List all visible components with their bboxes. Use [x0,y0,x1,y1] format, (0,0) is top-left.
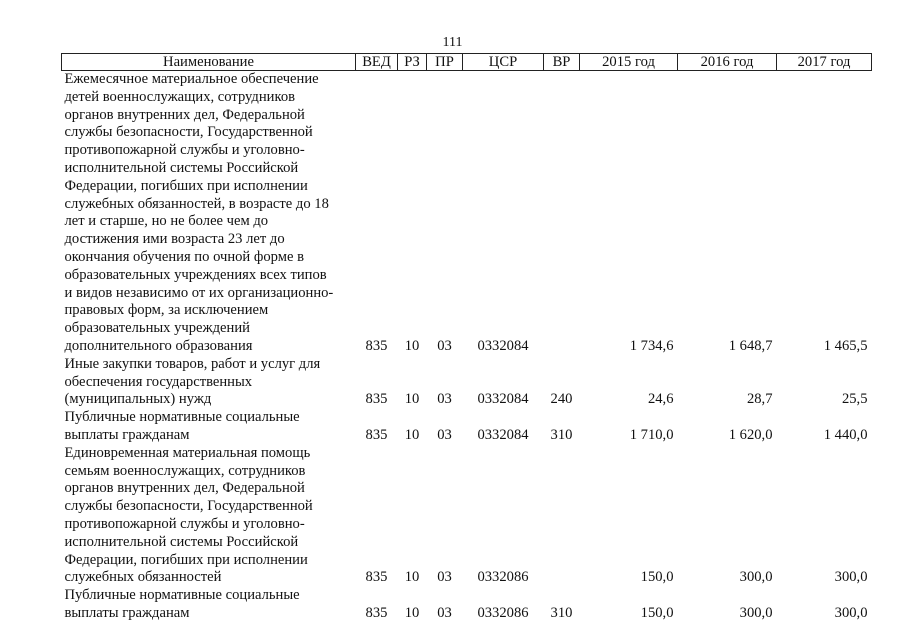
cell-ved: 835 [365,391,388,408]
name-line: дополнительного образования [64,337,253,354]
name-line: правовых форм, за исключением [64,302,269,319]
header-csr: ЦСР [463,54,544,71]
name-line: Иные закупки товаров, работ и услуг для [64,355,321,372]
cell-vr: 310 [550,604,573,621]
page-number: 111 [442,35,463,50]
cell-2015: 150,0 [640,569,674,586]
name-line: обеспечения государственных [64,373,253,390]
table-header-row [62,54,872,71]
header-vr: ВР [544,54,580,71]
header-2017: 2017 год [777,54,872,71]
name-line: служебных обязанностей [64,569,222,586]
cell-rz: 10 [404,426,420,443]
name-line: Единовременная материальная помощь [64,444,311,461]
cell-2017: 1 465,5 [823,337,868,354]
name-line: образовательных учреждений [64,320,250,337]
table-row [62,356,872,409]
cell-ved: 835 [365,426,388,443]
cell-rz: 10 [404,604,420,621]
cell-ved: 835 [365,569,388,586]
header-pr: ПР [427,54,463,71]
name-line: выплаты гражданам [64,426,190,443]
budget-table [61,53,872,623]
name-line: противопожарной службы и уголовно- [64,515,305,532]
cell-name [62,587,356,623]
cell-2016: 28,7 [746,391,773,408]
header-ved: ВЕД [356,54,398,71]
name-line: противопожарной службы и уголовно- [64,142,305,159]
cell-rz: 10 [404,569,420,586]
name-line: исполнительной системы Российской [64,533,299,550]
name-line: семьям военнослужащих, сотрудников [64,462,306,479]
name-line: органов внутренних дел, Федеральной [64,106,305,123]
cell-2017: 25,5 [841,391,868,408]
header-name: Наименование [62,54,356,71]
cell-rz: 10 [404,391,420,408]
name-line: органов внутренних дел, Федеральной [64,480,305,497]
cell-2016: 300,0 [739,604,773,621]
name-line: (муниципальных) нужд [64,391,212,408]
name-line: Публичные нормативные социальные [64,587,300,604]
table-row [62,71,872,356]
name-line: Ежемесячное материальное обеспечение [64,71,319,87]
cell-pr: 03 [437,604,452,621]
cell-2017: 300,0 [834,569,868,586]
cell-csr: 0332086 [477,604,529,621]
cell-2015: 24,6 [647,391,674,408]
name-line: Публичные нормативные социальные [64,409,300,426]
table-row [62,587,872,623]
cell-csr: 0332084 [477,391,529,408]
name-line: исполнительной системы Российской [64,159,299,176]
cell-2017: 300,0 [834,604,868,621]
cell-vr [544,445,580,587]
name-line: службы безопасности, Государственной [64,124,313,141]
name-line: выплаты гражданам [64,604,190,621]
cell-vr [544,71,580,356]
cell-2015: 150,0 [640,604,674,621]
cell-csr: 0332086 [477,569,529,586]
name-line: Федерации, погибших при исполнении [64,551,308,568]
name-line: образовательных учреждениях всех типов [64,266,327,283]
cell-pr: 03 [437,391,452,408]
cell-csr: 0332084 [477,337,529,354]
cell-pr: 03 [437,426,452,443]
cell-2015: 1 734,6 [629,337,674,354]
table-row [62,445,872,587]
table-row [62,409,872,445]
cell-2016: 1 620,0 [728,426,773,443]
name-line: служебных обязанностей, в возрасте до 18 [64,195,329,212]
name-line: окончания обучения по очной форме в [64,248,304,265]
cell-2017: 1 440,0 [823,426,868,443]
name-line: и видов независимо от их организационно- [64,284,334,301]
header-2016: 2016 год [678,54,777,71]
cell-csr: 0332084 [477,426,529,443]
name-line: лет и старше, но не более чем до [64,213,269,230]
cell-vr: 310 [550,426,573,443]
cell-rz: 10 [404,337,420,354]
cell-2016: 300,0 [739,569,773,586]
cell-name [62,71,356,356]
header-rz: РЗ [398,54,427,71]
name-line: Федерации, погибших при исполнении [64,177,308,194]
cell-pr: 03 [437,337,452,354]
cell-2016: 1 648,7 [728,337,773,354]
cell-2015: 1 710,0 [629,426,674,443]
cell-ved: 835 [365,337,388,354]
cell-pr: 03 [437,569,452,586]
cell-name [62,445,356,587]
name-line: детей военнослужащих, сотрудников [64,88,296,105]
cell-name [62,409,356,445]
cell-name [62,356,356,409]
cell-ved: 835 [365,604,388,621]
name-line: достижения ими возраста 23 лет до [64,231,285,248]
header-2015: 2015 год [580,54,678,71]
cell-vr: 240 [550,391,573,408]
name-line: службы безопасности, Государственной [64,498,313,515]
